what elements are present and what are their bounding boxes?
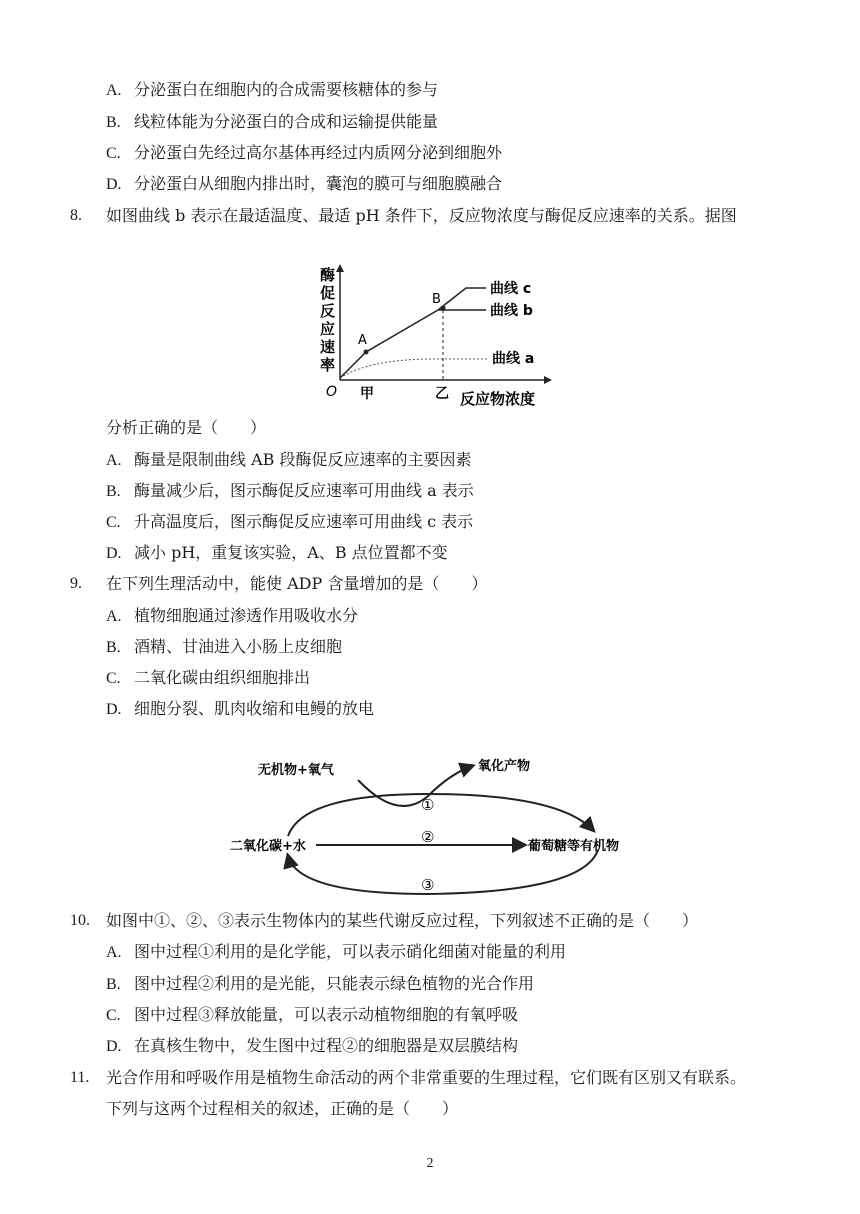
option-label: D. — [106, 701, 122, 718]
option-text: 升高温度后，图示酶促反应速率可用曲线 c 表示 — [134, 512, 474, 531]
x-tick-jia: 甲 — [360, 386, 374, 402]
option-label: A. — [106, 944, 122, 961]
process-1-arrow — [358, 766, 472, 806]
q10-number: 10. — [70, 912, 90, 929]
q10-option-a — [106, 942, 566, 963]
q10-option-d — [106, 1036, 518, 1057]
option-label: A. — [106, 608, 122, 625]
curve-a-label: 曲线 a — [492, 351, 535, 367]
option-label: D. — [106, 1038, 122, 1055]
option-text: 在真核生物中，发生图中过程②的细胞器是双层膜结构 — [134, 1036, 519, 1055]
q10-option-c — [106, 1005, 518, 1026]
option-text: 二氧化碳由组织细胞排出 — [134, 668, 311, 687]
q9-option-c — [106, 668, 310, 689]
q8-option-a — [106, 450, 472, 471]
process-3-mark: ③ — [421, 876, 435, 894]
curve-b — [340, 310, 438, 378]
y-axis-label-char: 反 — [320, 302, 336, 320]
point-b-marker — [441, 306, 446, 311]
option-label: C. — [106, 1007, 121, 1024]
x-axis-arrow — [544, 376, 552, 384]
q11-stem: 光合作用和呼吸作用是植物生命活动的两个非常重要的生理过程，它们既有区别又有联系。 — [106, 1068, 747, 1087]
q8-stem: 如图曲线 b 表示在最适温度、最适 pH 条件下，反应物浓度与酶促反应速率的关系。据图 — [106, 206, 737, 225]
process-1-mark: ① — [421, 796, 435, 814]
q7-option-a — [106, 80, 438, 101]
q8-option-d — [106, 543, 448, 564]
y-axis-label-char: 酶 — [320, 266, 336, 284]
cycle-upper-arc — [288, 794, 593, 836]
option-label: D. — [106, 176, 122, 193]
option-label: D. — [106, 545, 122, 562]
y-axis-arrow — [336, 264, 344, 272]
origin-label: O — [326, 384, 338, 400]
option-text: 分泌蛋白在细胞内的合成需要核糖体的参与 — [134, 80, 439, 99]
point-a-marker — [364, 350, 369, 355]
option-text: 酶量减少后，图示酶促反应速率可用曲线 a 表示 — [134, 481, 474, 500]
point-b-label: B — [432, 292, 441, 307]
curve-c-label: 曲线 c — [490, 281, 532, 297]
option-label: B. — [106, 639, 121, 656]
q8-option-b — [106, 481, 474, 502]
option-label: B. — [106, 114, 121, 131]
q9-stem: 在下列生理活动中，能使 ADP 含量增加的是（ ） — [106, 574, 488, 593]
x-tick-yi: 乙 — [435, 386, 449, 402]
q9-option-d — [106, 699, 374, 720]
option-label: B. — [106, 976, 121, 993]
q10-stem: 如图中①、②、③表示生物体内的某些代谢反应过程，下列叙述不正确的是（ ） — [106, 911, 699, 930]
option-text: 线粒体能为分泌蛋白的合成和运输提供能量 — [134, 112, 439, 131]
option-text: 酒精、甘油进入小肠上皮细胞 — [134, 637, 343, 656]
top-left-label: 无机物+氧气 — [258, 763, 334, 778]
q8-stem-continued: 分析正确的是（ ） — [106, 418, 267, 437]
curve-c — [438, 288, 486, 310]
option-label: A. — [106, 82, 122, 99]
option-text: 图中过程②利用的是光能，只能表示绿色植物的光合作用 — [134, 974, 535, 993]
option-text: 分泌蛋白从细胞内排出时，囊泡的膜可与细胞膜融合 — [134, 174, 503, 193]
curve-a — [340, 359, 488, 378]
q11-number: 11. — [70, 1069, 90, 1086]
option-text: 减小 pH，重复该实验，A、B 点位置都不变 — [134, 543, 448, 562]
y-axis-label-char: 率 — [320, 356, 336, 374]
option-text: 植物细胞通过渗透作用吸收水分 — [134, 606, 359, 625]
q7-option-d — [106, 174, 502, 195]
page-number: 2 — [426, 1156, 434, 1171]
y-axis-label-char: 促 — [320, 284, 336, 302]
q10-option-b — [106, 974, 534, 995]
option-text: 分泌蛋白先经过高尔基体再经过内质网分泌到细胞外 — [134, 143, 503, 162]
y-axis-label-char: 应 — [320, 320, 336, 338]
option-text: 图中过程①利用的是化学能，可以表示硝化细菌对能量的利用 — [134, 942, 567, 961]
q9-option-a — [106, 606, 358, 627]
option-text: 图中过程③释放能量，可以表示动植物细胞的有氧呼吸 — [134, 1005, 519, 1024]
point-a-label: A — [358, 333, 367, 348]
option-label: C. — [106, 514, 121, 531]
curve-b-label: 曲线 b — [490, 303, 533, 319]
right-label: 葡萄糖等有机物 — [528, 839, 620, 854]
q8-option-c — [106, 512, 473, 533]
y-axis-label-char: 速 — [320, 338, 336, 356]
top-right-label: 氧化产物 — [478, 759, 531, 774]
q7-option-c — [106, 143, 502, 164]
option-label: B. — [106, 483, 121, 500]
option-text: 酶量是限制曲线 AB 段酶促反应速率的主要因素 — [134, 450, 472, 469]
process-2-mark: ② — [421, 828, 435, 846]
q9-number: 9. — [70, 575, 82, 592]
option-text: 细胞分裂、肌肉收缩和电鳗的放电 — [134, 699, 375, 718]
option-label: A. — [106, 452, 122, 469]
q10-metabolism-diagram — [228, 752, 638, 907]
q8-enzyme-rate-graph — [308, 262, 558, 412]
q7-option-b — [106, 112, 438, 133]
q11-stem-continued: 下列与这两个过程相关的叙述，正确的是（ ） — [106, 1099, 459, 1118]
option-label: C. — [106, 670, 121, 687]
cycle-lower-arc — [288, 850, 598, 894]
option-label: C. — [106, 145, 121, 162]
x-axis-label: 反应物浓度 — [460, 390, 536, 408]
q8-number: 8. — [70, 207, 82, 224]
left-label: 二氧化碳+水 — [230, 839, 306, 854]
q9-option-b — [106, 637, 342, 658]
